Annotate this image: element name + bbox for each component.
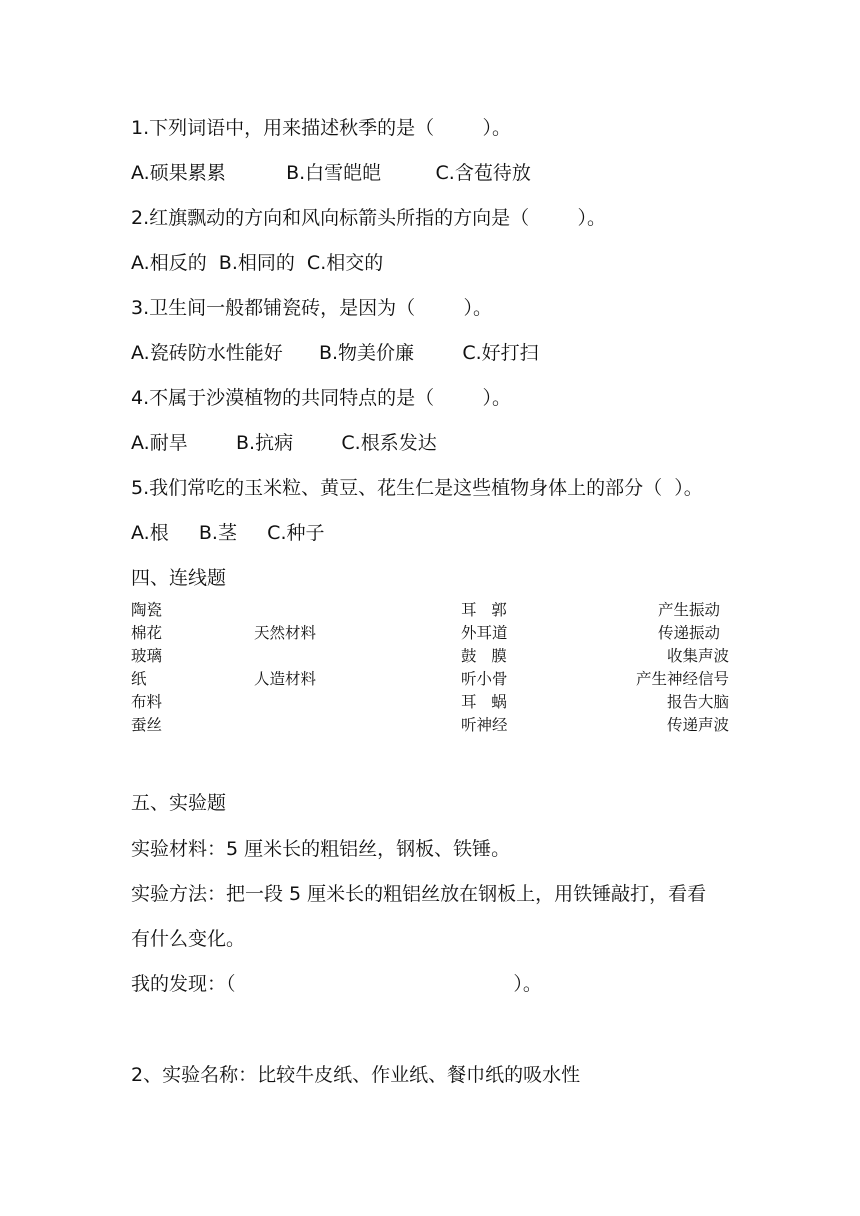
material-item: 布料	[131, 693, 163, 711]
question-options: A.相反的 B.相同的 C.相交的	[131, 252, 384, 274]
ear-function-item: 产生神经信号	[635, 670, 729, 688]
section-title: 五、实验题	[131, 792, 227, 814]
experiment-finding: 我的发现：（ ）。	[131, 973, 542, 995]
material-type-item: 人造材料	[254, 670, 317, 688]
question-options: A.硕果累累 B.白雪皑皑 C.含苞待放	[131, 162, 531, 184]
ear-function-item: 收集声波	[666, 647, 729, 665]
material-item: 玻璃	[131, 647, 163, 665]
question-stem: 5.我们常吃的玉米粒、黄豆、花生仁是这些植物身体上的部分（ ）。	[131, 477, 703, 499]
ear-function-item: 传递振动	[657, 624, 720, 642]
experiment-method: 实验方法：把一段 5 厘米长的粗铝丝放在钢板上，用铁锤敲打，看看	[131, 883, 707, 905]
ear-part-item: 听小骨	[461, 670, 508, 688]
material-type-item: 天然材料	[254, 624, 317, 642]
experiment-materials: 实验材料：5 厘米长的粗铝丝，钢板、铁锤。	[131, 838, 511, 860]
section-title: 四、连线题	[131, 567, 227, 589]
question-options: A.瓷砖防水性能好 B.物美价廉 C.好打扫	[131, 342, 539, 364]
material-item: 蚕丝	[131, 716, 163, 734]
ear-function-item: 产生振动	[657, 601, 720, 619]
ear-part-item: 听神经	[461, 716, 508, 734]
ear-part-item: 鼓 膜	[461, 647, 507, 665]
ear-part-item: 耳 郭	[461, 601, 507, 619]
question-options: A.耐旱 B.抗病 C.根系发达	[131, 432, 437, 454]
question-stem: 2.红旗飘动的方向和风向标箭头所指的方向是（ ）。	[131, 207, 606, 229]
material-item: 陶瓷	[131, 601, 163, 619]
question-stem: 4.不属于沙漠植物的共同特点的是（ ）。	[131, 387, 511, 409]
question-stem: 3.卫生间一般都铺瓷砖，是因为（ ）。	[131, 297, 492, 319]
ear-function-item: 传递声波	[666, 716, 729, 734]
ear-part-item: 外耳道	[461, 624, 508, 642]
question-stem: 1.下列词语中，用来描述秋季的是（ ）。	[131, 117, 511, 139]
question-options: A.根 B.茎 C.种子	[131, 522, 325, 544]
ear-function-item: 报告大脑	[666, 693, 729, 711]
experiment-method-continued: 有什么变化。	[131, 928, 246, 950]
ear-part-item: 耳 蜗	[461, 693, 507, 711]
material-item: 纸	[131, 670, 147, 688]
experiment-2-title: 2、实验名称：比较牛皮纸、作业纸、餐巾纸的吸水性	[131, 1064, 581, 1086]
material-item: 棉花	[131, 624, 163, 642]
